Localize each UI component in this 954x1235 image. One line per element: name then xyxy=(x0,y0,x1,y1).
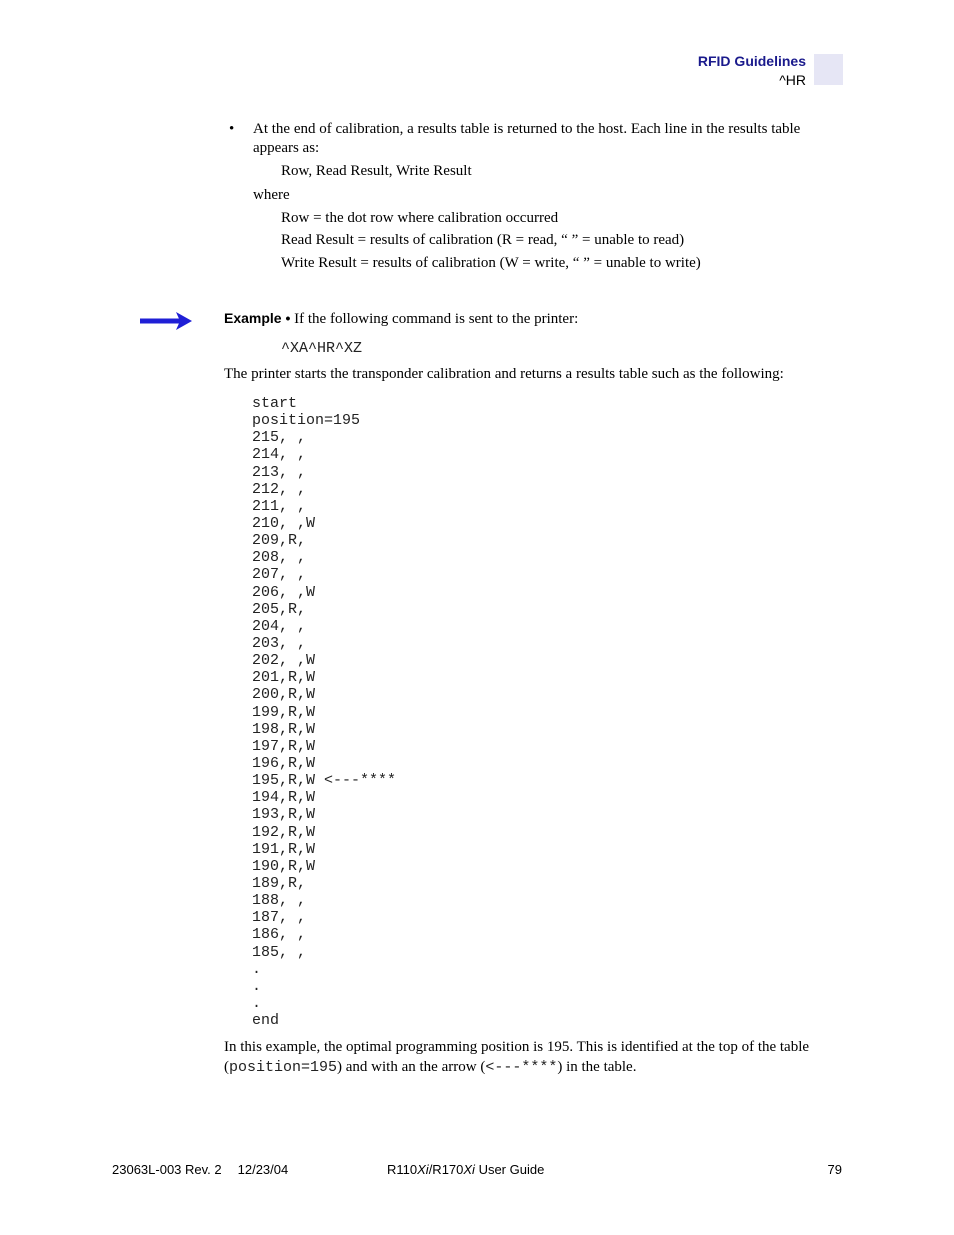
footer-title-italic: Xi xyxy=(417,1162,429,1177)
conclusion-code-position: position=195 xyxy=(229,1059,338,1076)
results-line: . xyxy=(252,994,262,1012)
results-line: 190,R,W xyxy=(252,857,316,875)
definition-write-result: Write Result = results of calibration (W = write, “ ” = unable to write) xyxy=(281,255,701,271)
results-line: 201,R,W xyxy=(252,669,316,687)
results-line: 186, , xyxy=(252,926,307,944)
example-intro: The printer starts the transponder calibration and returns a results table such as the following: xyxy=(224,366,784,382)
results-line: 206, ,W xyxy=(252,583,316,601)
results-line: 185, , xyxy=(252,943,307,961)
results-line: start xyxy=(252,395,298,412)
header-section-title: RFID Guidelines xyxy=(697,53,806,69)
bullet-symbol: • xyxy=(229,121,235,137)
footer-title-italic: Xi xyxy=(463,1162,475,1177)
results-line: 187, , xyxy=(252,909,307,927)
results-line: 189,R, xyxy=(252,874,307,892)
right-arrow-icon xyxy=(140,312,192,330)
bullet-text: At the end of calibration, a results table is returned to the host. Each line in the results table appears as: xyxy=(253,121,801,156)
format-line: Row, Read Result, Write Result xyxy=(281,163,472,179)
results-line: 193,R,W xyxy=(252,806,316,824)
example-text: If the following command is sent to the printer: xyxy=(290,311,579,327)
footer-title-part: R110 xyxy=(387,1162,418,1177)
example-command: ^XA^HR^XZ xyxy=(281,340,363,357)
results-line: 212, , xyxy=(252,480,307,498)
results-line: 188, , xyxy=(252,892,307,910)
results-line: 191,R,W xyxy=(252,840,316,858)
results-line: 202, ,W xyxy=(252,652,316,670)
results-bullet xyxy=(229,120,829,158)
definition-read-result: Read Result = results of calibration (R = read, “ ” = unable to read) xyxy=(281,232,685,248)
footer-doc-info xyxy=(112,1161,288,1178)
footer-date: 12/23/04 xyxy=(237,1162,289,1177)
results-line: 215, , xyxy=(252,429,307,447)
results-line: 194,R,W xyxy=(252,789,316,807)
results-line: . xyxy=(252,977,262,995)
results-line: 207, , xyxy=(252,566,307,584)
results-line: 196,R,W xyxy=(252,754,316,772)
conclusion-text-3: ) in the table. xyxy=(557,1059,637,1075)
results-line: 203, , xyxy=(252,634,307,652)
results-line: 205,R, xyxy=(252,600,307,618)
footer-title-part: /R170 xyxy=(428,1162,464,1177)
bullet-item xyxy=(229,120,829,158)
footer-title-part: User Guide xyxy=(474,1162,545,1177)
results-line: 198,R,W xyxy=(252,720,316,738)
footer-guide-title xyxy=(387,1161,544,1178)
results-line: 200,R,W xyxy=(252,686,316,704)
conclusion-code-arrow: <---**** xyxy=(485,1059,558,1076)
conclusion-text-1: In this example, the optimal programming position is 195. This is identified at the top of the table ( xyxy=(224,1039,810,1075)
results-table-listing xyxy=(252,395,396,1029)
results-line: 199,R,W xyxy=(252,703,316,721)
conclusion-paragraph xyxy=(224,1037,844,1078)
results-line: . xyxy=(252,960,262,978)
header-tab-marker xyxy=(814,54,843,85)
results-line: 197,R,W xyxy=(252,737,316,755)
results-line: 195,R,W <---**** xyxy=(252,772,397,790)
results-line: 204, , xyxy=(252,617,307,635)
where-label: where xyxy=(253,187,290,203)
footer-page-number: 79 xyxy=(827,1162,842,1177)
results-line: position=195 xyxy=(252,412,361,430)
results-line: 192,R,W xyxy=(252,823,316,841)
results-line: 210, ,W xyxy=(252,514,316,532)
header-command-name: ^HR xyxy=(779,72,806,88)
footer-doc-number: 23063L-003 Rev. 2 xyxy=(112,1162,222,1177)
results-line: 214, , xyxy=(252,446,307,464)
running-header xyxy=(698,52,806,90)
definition-row: Row = the dot row where calibration occurred xyxy=(281,210,559,226)
conclusion-text-2: ) and with an the arrow ( xyxy=(337,1059,486,1075)
results-line: 209,R, xyxy=(252,532,307,550)
results-line: 211, , xyxy=(252,497,307,515)
example-line xyxy=(224,309,578,329)
results-line: 213, , xyxy=(252,463,307,481)
results-line: end xyxy=(252,1012,280,1030)
example-label: Example • xyxy=(224,310,291,326)
results-line: 208, , xyxy=(252,549,307,567)
